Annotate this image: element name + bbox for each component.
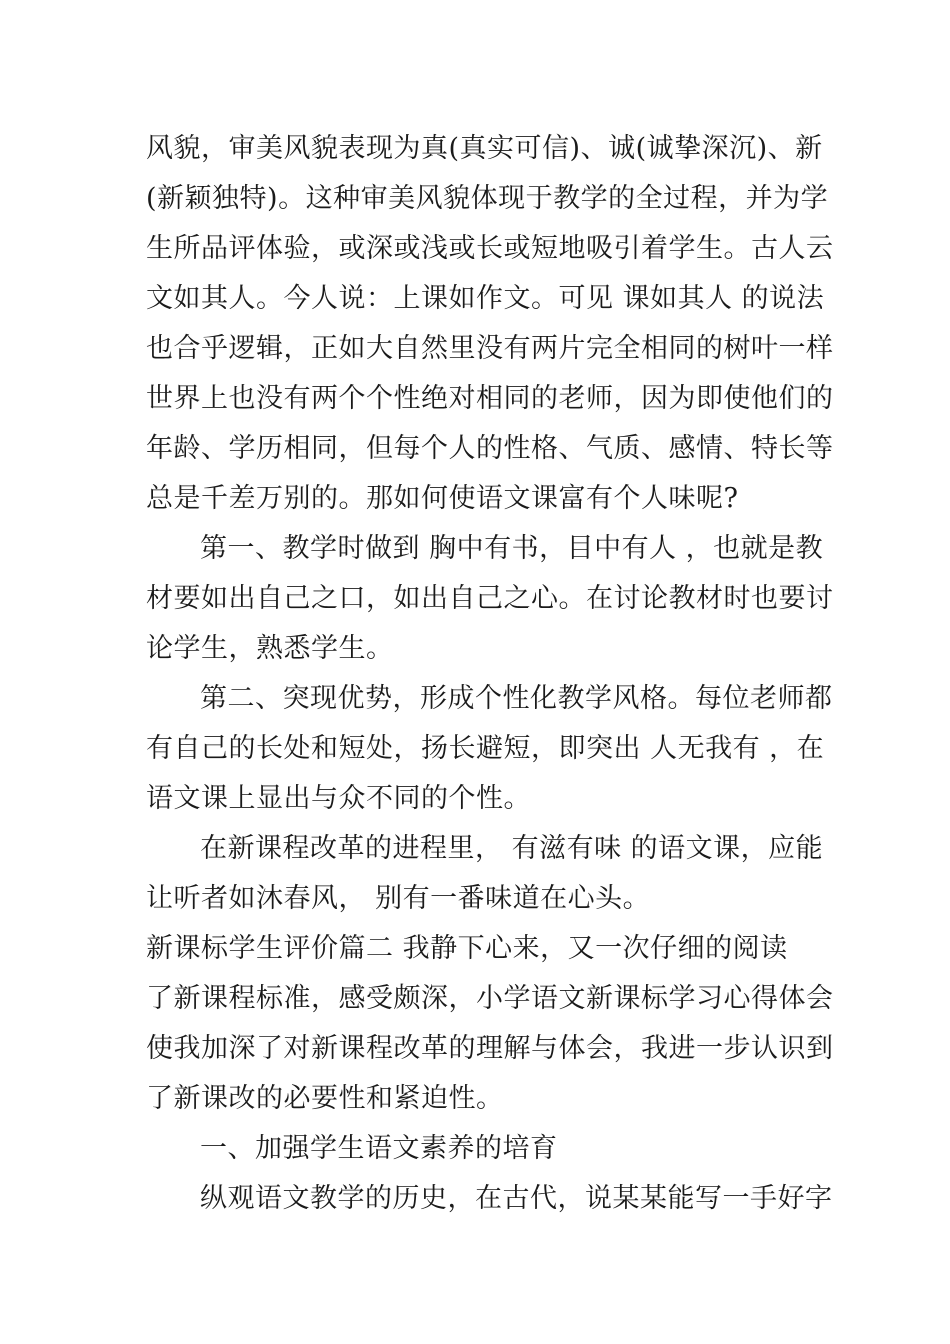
subheading-line: 一、加强学生语文素养的培育 — [200, 1133, 558, 1164]
text-line-13: 有自己的长处和短处，扬长避短，即突出 人无我有 ，在 — [146, 733, 825, 764]
text-line-1: 风貌，审美风貌表现为真(真实可信)、诚(诚挚深沉)、新 — [146, 133, 823, 164]
text-line-14: 语文课上显出与众不同的个性。 — [146, 783, 531, 814]
text-line-4: 文如其人。今人说：上课如作文。可见 课如其人 的说法 — [146, 283, 825, 314]
paragraph-first-start: 第一、教学时做到 胸中有书，目中有人 ，也就是教 — [200, 533, 824, 564]
text-line-18: 了新课程标准，感受颇深，小学语文新课标学习心得体会 — [146, 983, 834, 1014]
text-line-7: 年龄、学历相同，但每个人的性格、气质、感情、特长等 — [146, 433, 834, 464]
paragraph-fourth-start: 纵观语文教学的历史，在古代，说某某能写一手好字 — [200, 1183, 833, 1214]
text-line-2: (新颖独特)。这种审美风貌体现于教学的全过程，并为学 — [146, 183, 829, 214]
text-line-20: 了新课改的必要性和紧迫性。 — [146, 1083, 504, 1114]
paragraph-third-start: 在新课程改革的进程里， 有滋有味 的语文课，应能 — [200, 833, 824, 864]
text-line-19: 使我加深了对新课程改革的理解与体会，我进一步认识到 — [146, 1033, 834, 1064]
text-line-10: 材要如出自己之口，如出自己之心。在讨论教材时也要讨 — [146, 583, 834, 614]
text-line-8: 总是千差万别的。那如何使语文课富有个人味呢? — [146, 483, 739, 514]
paragraph-second-start: 第二、突现优势，形成个性化教学风格。每位老师都 — [200, 683, 833, 714]
text-line-5: 也合乎逻辑，正如大自然里没有两片完全相同的树叶一样 — [146, 333, 834, 364]
text-line-3: 生所品评体验，或深或浅或长或短地吸引着学生。古人云 — [146, 233, 834, 264]
text-line-6: 世界上也没有两个个性绝对相同的老师，因为即使他们的 — [146, 383, 834, 414]
text-line-16: 让听者如沐春风， 别有一番味道在心头。 — [146, 883, 651, 914]
section-heading-line: 新课标学生评价篇二 我静下心来，又一次仔细的阅读 — [146, 933, 788, 964]
text-line-11: 论学生，熟悉学生。 — [146, 633, 394, 664]
